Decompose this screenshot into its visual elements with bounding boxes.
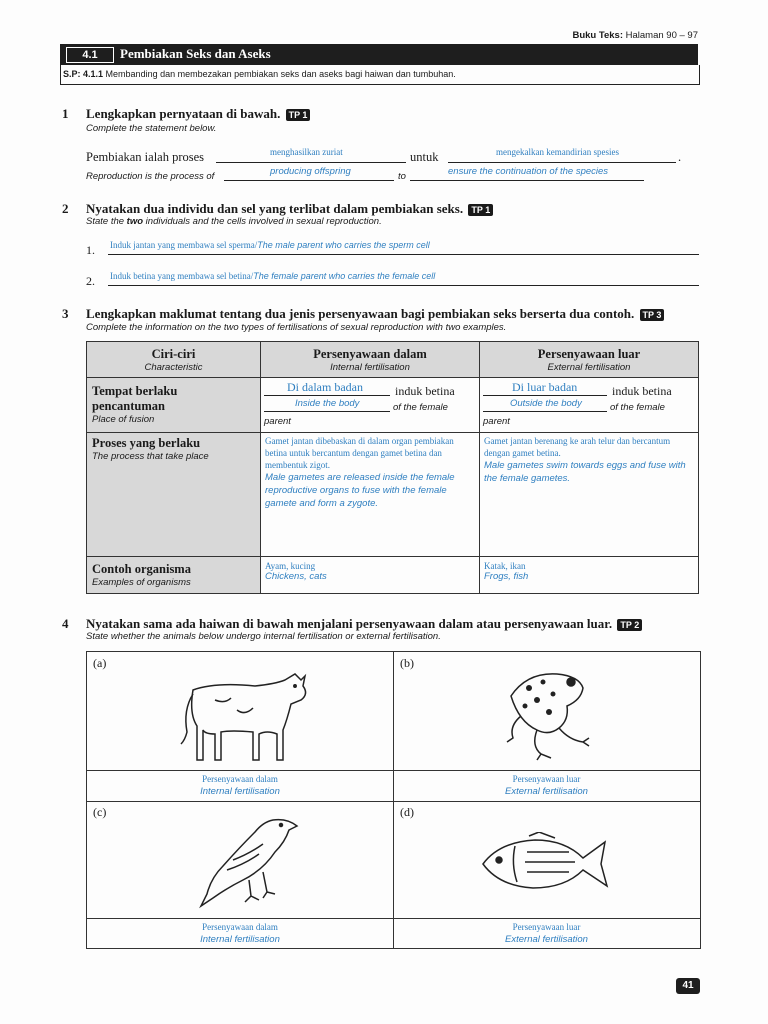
textbook-reference: Buku Teks: Halaman 90 – 97 — [572, 30, 698, 41]
question-subtitle: Complete the statement below. — [86, 123, 217, 134]
section-banner — [60, 44, 698, 65]
tp-badge: TP 1 — [286, 109, 311, 121]
answer-b: Persenyawaan luar — [512, 774, 581, 784]
frog-icon — [497, 666, 597, 762]
q2-answer-2: Induk betina yang membawa sel betina/The female parent who carries the female cell — [110, 271, 436, 281]
q2-answer-line[interactable] — [108, 254, 699, 255]
section-number: 4.1 — [66, 47, 114, 63]
tp-badge: TP 2 — [617, 619, 642, 631]
cow-icon — [175, 660, 315, 768]
answer-b-en: External fertilisation — [505, 786, 588, 797]
fertilisation-table — [86, 341, 699, 594]
section-title: Pembiakan Seks dan Aseks — [120, 46, 271, 61]
external-place-cell: Di luar badan induk betina Outside the body of the female parent — [480, 378, 699, 433]
q2-answer-line[interactable] — [108, 285, 699, 286]
question-subtitle: State whether the animals below undergo internal fertilisation or external fertilisation. — [86, 631, 441, 642]
external-process-cell: Gamet jantan berenang ke arah telur dan bercantum dengan gamet betina. Male gametes swim towards eggs and fuse with the female gametes. — [480, 433, 699, 557]
external-example-cell: Katak, ikan Frogs, fish — [480, 557, 699, 594]
answer-c: Persenyawaan dalam — [202, 922, 278, 932]
q1-period: . — [678, 150, 682, 164]
table-header-cell: Ciri-ciri Characteristic — [87, 342, 261, 378]
question-number: 1 — [62, 106, 69, 121]
q2-item-number: 1. — [86, 243, 95, 257]
cell-label-a: (a) — [93, 656, 107, 670]
tp-badge: TP 1 — [468, 204, 493, 216]
row-label-process: Proses yang berlaku The process that take place — [87, 433, 261, 557]
question-number: 2 — [62, 201, 69, 216]
internal-example-cell: Ayam, kucing Chickens, cats — [261, 557, 480, 594]
question-subtitle: Complete the information on the two types of fertilisations of sexual reproduction with two examples. — [86, 322, 507, 333]
q1-answer-line-2-en[interactable] — [410, 180, 644, 181]
answer-d: Persenyawaan luar — [512, 922, 581, 932]
q1-answer-line[interactable] — [216, 162, 406, 163]
question-number: 4 — [62, 616, 69, 631]
q1-answer2-en: ensure the continuation of the species — [448, 166, 609, 177]
learning-standard: S.P: 4.1.1 Membanding dan membezakan pembiakan seks dan aseks bagi haiwan dan tumbuhan. — [60, 65, 700, 85]
q1-answer2: mengekalkan kemandirian spesies — [496, 147, 619, 157]
question-title: Nyatakan dua individu dan sel yang terlibat dalam pembiakan seks. TP 1 — [86, 201, 493, 217]
page-number: 41 — [676, 978, 700, 994]
question-subtitle: State the two individuals and the cells involved in sexual reproduction. — [86, 216, 382, 227]
answer-a: Persenyawaan dalam — [202, 774, 278, 784]
question-title: Nyatakan sama ada haiwan di bawah menjalani persenyawaan dalam atau persenyawaan luar. TP 2 — [86, 616, 642, 632]
table-header-cell: Persenyawaan luar External fertilisation — [480, 342, 699, 378]
row-label-place: Tempat berlaku pencantuman Place of fusion — [87, 378, 261, 433]
q1-lead-text-en: Reproduction is the process of — [86, 171, 215, 182]
q1-lead-text: Pembiakan ialah proses — [86, 150, 205, 164]
internal-process-cell: Gamet jantan dibebaskan di dalam organ pembiakan betina untuk bercantum dengan gamet betina dan membentuk zigot. Male gametes are released inside the female reproductive organs to fuse with the female gamete and form a zygote. — [261, 433, 480, 557]
cell-label-b: (b) — [400, 656, 414, 670]
question-title: Lengkapkan maklumat tentang dua jenis persenyawaan bagi pembiakan seks berserta dua contoh. TP 3 — [86, 306, 664, 322]
cell-label-d: (d) — [400, 805, 414, 819]
answer-c-en: Internal fertilisation — [200, 934, 280, 945]
q2-answer-1: Induk jantan yang membawa sel sperma/The male parent who carries the sperm cell — [110, 240, 430, 250]
animals-grid — [86, 651, 701, 949]
q2-item-number: 2. — [86, 274, 95, 288]
cell-label-c: (c) — [93, 805, 107, 819]
question-title: Lengkapkan pernyataan di bawah. TP 1 — [86, 106, 310, 122]
answer-a-en: Internal fertilisation — [200, 786, 280, 797]
q1-answer-line-en[interactable] — [224, 180, 394, 181]
internal-place-cell: Di dalam badan induk betina Inside the body of the female parent — [261, 378, 480, 433]
bird-icon — [193, 808, 303, 910]
fish-icon — [479, 832, 615, 894]
q1-mid-text: untuk — [410, 150, 439, 164]
q1-answer-line-2[interactable] — [448, 162, 676, 163]
tp-badge: TP 3 — [640, 309, 665, 321]
q1-mid-text-en: to — [398, 171, 406, 182]
q1-answer1-en: producing offspring — [270, 166, 351, 177]
row-label-example: Contoh organisma Examples of organisms — [87, 557, 261, 594]
answer-d-en: External fertilisation — [505, 934, 588, 945]
question-number: 3 — [62, 306, 69, 321]
q1-answer1: menghasilkan zuriat — [270, 147, 343, 157]
table-header-cell: Persenyawaan dalam Internal fertilisation — [261, 342, 480, 378]
